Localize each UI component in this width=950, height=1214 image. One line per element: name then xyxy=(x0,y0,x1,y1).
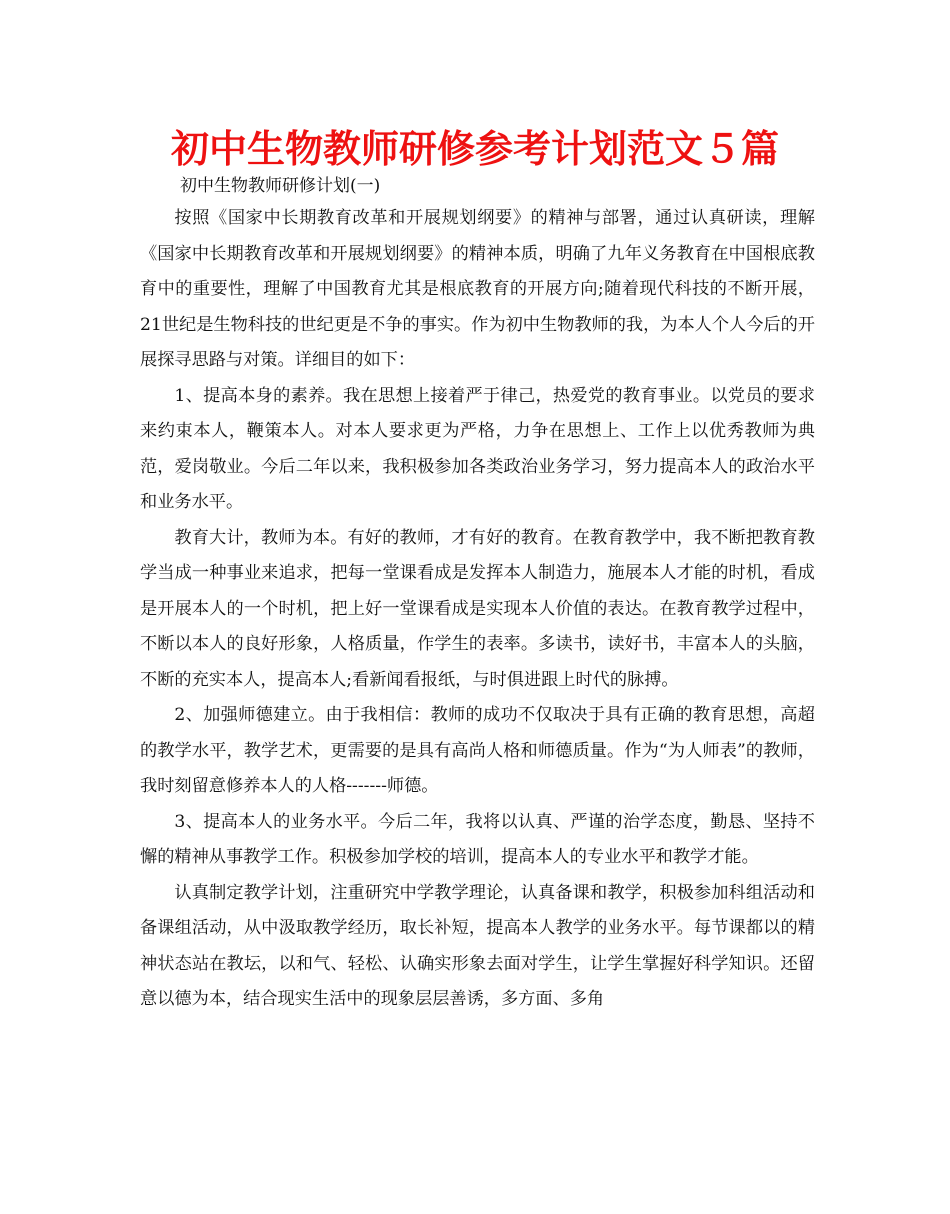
paragraph: 教育大计，教师为本。有好的教师，才有好的教育。在教育教学中，我不断把教育教学当成一种事业来追求，把每一堂课看成是发挥本人制造力，施展本人才能的时机，看成是开展本人的一个时机，把上好一堂课看成是实现本人价值的表达。在教育教学过程中，不断以本人的良好形象，人格质量，作学生的表率。多读书，读好书，丰富本人的头脑，不断的充实本人，提高本人;看新闻看报纸，与时俱进跟上时代的脉搏。 xyxy=(140,527,815,690)
document-title: 初中生物教师研修参考计划范文５篇 xyxy=(170,127,779,171)
document-subtitle: 初中生物教师研修计划(一) xyxy=(180,176,381,196)
paragraph: 按照《国家中长期教育改革和开展规划纲要》的精神与部署，通过认真研读，理解《国家中长期教育改革和开展规划纲要》的精神本质，明确了九年义务教育在中国根底教育中的重要性，理解了中国教育尤其是根底教育的开展方向;随着现代科技的不断开展，21世纪是生物科技的世纪更是不争的事实。作为初中生物教师的我，为本人个人今后的开展探寻思路与对策。详细目的如下： xyxy=(140,208,815,370)
document-body xyxy=(140,201,815,1018)
paragraph: 3、提高本人的业务水平。今后二年，我将以认真、严谨的治学态度，勤恳、坚持不懈的精神从事教学工作。积极参加学校的培训，提高本人的专业水平和教学才能。 xyxy=(140,811,815,867)
paragraph: 2、加强师德建立。由于我相信：教师的成功不仅取决于具有正确的教育思想，高超的教学水平，教学艺术，更需要的是具有高尚人格和师德质量。作为“为人师表”的教师，我时刻留意修养本人的人格-------师德。 xyxy=(140,705,815,796)
paragraph: 1、提高本身的素养。我在思想上接着严于律己，热爱党的教育事业。以党员的要求来约束本人，鞭策本人。对本人要求更为严格，力争在思想上、工作上以优秀教师为典范，爱岗敬业。今后二年以来，我积极参加各类政治业务学习，努力提高本人的政治水平和业务水平。 xyxy=(140,385,815,512)
paragraph: 认真制定教学计划，注重研究中学教学理论，认真备课和教学，积极参加科组活动和备课组活动，从中汲取教学经历，取长补短，提高本人教学的业务水平。每节课都以的精神状态站在教坛，以和气、轻松、认确实形象去面对学生，让学生掌握好科学知识。还留意以德为本，结合现实生活中的现象层层善诱，多方面、多角 xyxy=(140,882,815,1009)
